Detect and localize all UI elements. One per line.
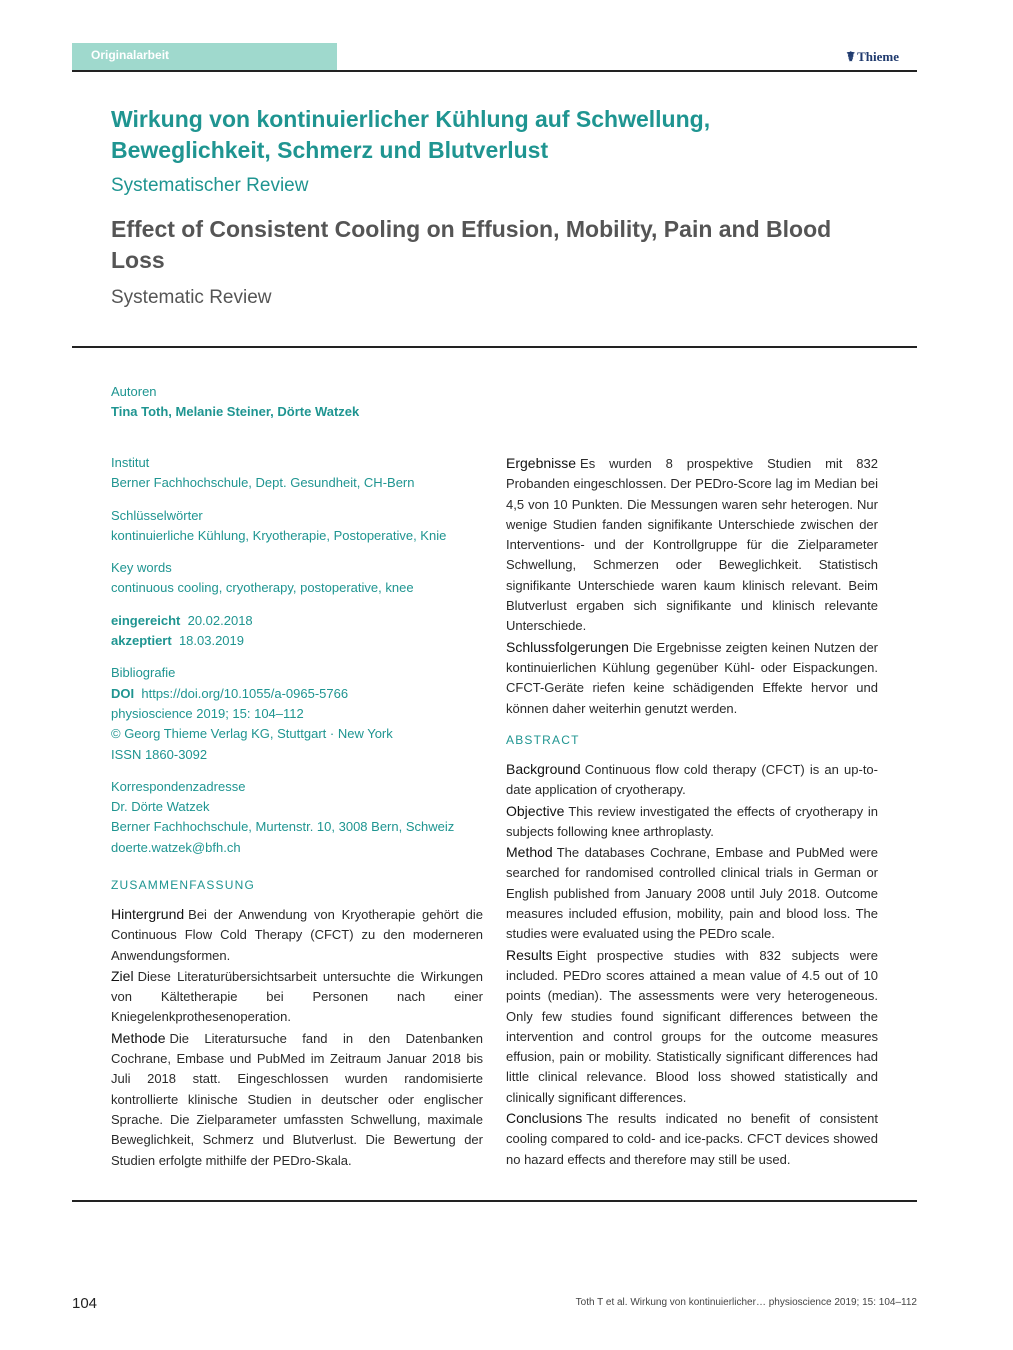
objective-text: This review investigated the effects of cryotherapy in subjects following knee arthroplasty. [506,803,878,839]
keywords-de-label: Schlüsselwörter [111,507,203,523]
method-text: The databases Cochrane, Embase and PubMed were searched for randomised controlled clinical trials in German or English published from January 2008 until July 2018. Outcome measures included effusion, mobility, pain and blood loss. The studies were evaluated using the PEDro scale. [506,845,878,942]
ziel-paragraph [111,966,483,1028]
submitted-date: 20.02.2018 [187,612,253,628]
zusammenfassung-heading: ZUSAMMENFASSUNG [111,878,256,892]
results-paragraph [506,945,878,1108]
ziel-text: Diese Literaturübersichtsarbeit untersuchte die Wirkungen von Kältetherapie bei Personen nach einer Kniegelenkprothesenoperation. [111,968,483,1025]
zusammenfassung-right [506,453,878,719]
title-german: Wirkung von kontinuierlicher Kühlung auf Schwellung, Beweglichkeit, Schmerz und Blutverlust [111,106,711,163]
ergebnisse-text: Es wurden 8 prospektive Studien mit 832 Probanden eingeschlossen. Der PEDro-Score lag im Median bei 4,5 von 10 Punkten. Die Messungen waren sehr heterogen. Nur wenige Studien fanden signifikante Unterschiede zwischen der Interventions- und der Kontrollgruppe für die Zielparameter Schwellung, Schmerzen oder Beweglichkeit. Statistisch signifikante Unterschiede waren kaum klinisch relevant. Beim Blutverlust ergaben sich signifikante und klinisch relevante Unterschiede. [506,456,878,634]
institute-value: Berner Fachhochschule, Dept. Gesundheit, CH-Bern [111,475,415,491]
footer-citation: Toth T et al. Wirkung von kontinuierlicher… physioscience 2019; 15: 104–112 [575,1297,917,1308]
keywords-en-block [111,558,491,599]
ziel-label: Ziel [111,967,134,984]
footer-rule [72,1200,917,1202]
header-rule [72,70,917,72]
bibliography-label: Bibliografie [111,665,176,681]
methode-text: Die Literatursuche fand in den Datenbanken Cochrane, Embase und PubMed im Zeitraum Januar 2018 bis Juli 2018 statt. Eingeschlossen wurden randomisierte kontrollierte klinische Studien in deutscher oder englischer Sprache. Die Zielparameter umfassten Schwellung, maximale Beweglichkeit, Schmerz und Blutverlust. Die Bewertung der Studien erfolgte mithilfe der PEDro-Skala. [111,1030,483,1168]
thieme-icon: ☤ [846,49,856,64]
bibliography-block [111,663,491,764]
copyright-line: © Georg Thieme Verlag KG, Stuttgart · New York [111,726,393,742]
hintergrund-paragraph [111,904,483,966]
keywords-en-value: continuous cooling, cryotherapy, postoperative, knee [111,580,414,596]
background-paragraph [506,759,878,801]
correspondence-name: Dr. Dörte Watzek [111,799,210,815]
submitted-label: eingereicht [111,612,181,628]
method-paragraph [506,842,878,944]
title-english: Effect of Consistent Cooling on Effusion, Mobility, Pain and Blood Loss [111,216,832,273]
results-text: Eight prospective studies with 832 subjects were included. PEDro scores attained a mean value of 4.5 out of 10 points (median). The assessments were very heterogeneous. Only few studies found significant differences between the intervention and control groups for the outcome measures effusion, pain or mobility. Statistically significant differences had little clinical relevance. Blood loss showed statistically and clinically significant differences. [506,947,878,1105]
keywords-de-value: kontinuierliche Kühlung, Kryotherapie, Postoperative, Knie [111,527,447,543]
hintergrund-label: Hintergrund [111,906,185,922]
ergebnisse-label: Ergebnisse [506,455,577,471]
journal-citation: physioscience 2019; 15: 104–112 [111,705,304,721]
conclusions-paragraph [506,1108,878,1170]
subtitle-english: Systematic Review [111,287,272,308]
institute-block [111,453,491,494]
background-text: Continuous flow cold therapy (CFCT) is an up-to-date application of cryotherapy. [506,762,878,798]
schluss-label: Schlussfolgerungen [506,638,629,655]
doi-label: DOI [111,685,135,701]
objective-paragraph [506,801,878,843]
background-label: Background [506,761,581,777]
publisher-logo [846,49,899,65]
issn-line: ISSN 1860-3092 [111,746,208,762]
ergebnisse-paragraph [506,453,878,637]
abstract-heading: ABSTRACT [506,733,580,747]
results-label: Results [506,946,553,963]
authors-block [111,382,491,423]
methode-label: Methode [111,1029,166,1046]
title-rule [72,346,917,348]
institute-label: Institut [111,455,150,470]
hintergrund-text: Bei der Anwendung von Kryotherapie gehört die Continuous Flow Cold Therapy (CFCT) zu den moderneren Anwendungsformen. [111,907,483,963]
article-type-tag: Originalarbeit [72,43,337,71]
schluss-paragraph [506,637,878,719]
keywords-de-block [111,506,491,547]
correspondence-address: Berner Fachhochschule, Murtenstr. 10, 3008 Bern, Schweiz [111,819,455,835]
objective-label: Objective [506,802,565,819]
dates-block [111,611,491,652]
methode-paragraph [111,1028,483,1171]
subtitle-german: Systematischer Review [111,175,309,196]
schluss-text: Die Ergebnisse zeigten keinen Nutzen der kontinuierlichen Kühlung gegenüber Kühl- oder Eispackungen. CFCT-Geräte riefen keine schädigenden Effekte hervor und können daher weiterhin genutzt werden. [506,639,878,716]
method-label: Method [506,844,553,861]
accepted-date: 18.03.2019 [178,633,245,649]
conclusions-label: Conclusions [506,1110,583,1127]
correspondence-email[interactable]: doerte.watzek@bfh.ch [111,839,241,855]
keywords-en-label: Key words [111,560,172,576]
publisher-name: Thieme [857,49,899,64]
correspondence-block [111,777,491,858]
accepted-label: akzeptiert [111,633,172,649]
conclusions-text: The results indicated no benefit of consistent cooling compared to cold- and ice-packs. CFCT devices showed no hazard effects and therefore may still be used. [506,1111,878,1167]
authors-names: Tina Toth, Melanie Steiner, Dörte Watzek [111,404,360,420]
authors-label: Autoren [111,384,157,399]
metadata-column [111,453,491,870]
correspondence-label: Korrespondenzadresse [111,778,246,794]
doi-link[interactable]: https://doi.org/10.1055/a-0965-5766 [141,685,349,701]
page-number: 104 [72,1295,98,1312]
zusammenfassung-left [111,904,483,1171]
abstract-body [506,759,878,1170]
